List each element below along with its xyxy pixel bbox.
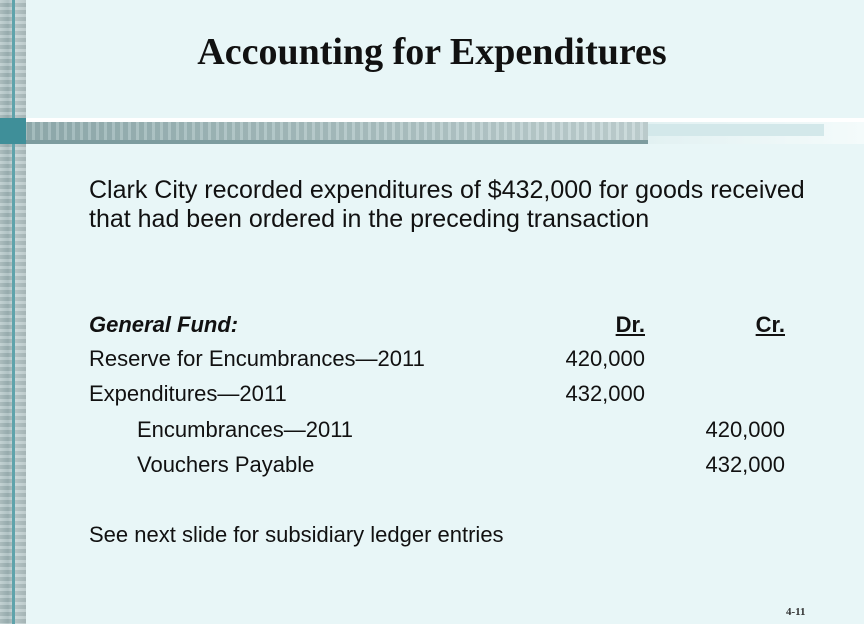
debit-amount: 432,000 — [565, 381, 645, 406]
credit-column-header: Cr. — [755, 312, 785, 337]
slide-title: Accounting for Expenditures — [197, 31, 667, 73]
transaction-description: Clark City recorded expenditures of $432,000 for goods received that had been ordered in the preceding transaction — [89, 176, 805, 233]
divider-teal-block — [0, 118, 26, 144]
divider-light-stripe — [648, 124, 824, 136]
divider-dark-line — [26, 140, 648, 144]
footnote: See next slide for subsidiary ledger entries — [89, 522, 504, 547]
account-name: Reserve for Encumbrances—2011 — [89, 346, 425, 371]
journal-header-row — [89, 312, 789, 342]
journal-row — [89, 346, 789, 376]
debit-amount: 420,000 — [565, 346, 645, 371]
journal-row — [89, 452, 789, 482]
account-name: Expenditures—2011 — [89, 381, 287, 406]
journal-row — [89, 417, 789, 447]
account-name: Encumbrances—2011 — [137, 417, 354, 442]
slide-number: 4-11 — [786, 606, 806, 618]
fund-label: General Fund: — [89, 312, 239, 337]
credit-amount: 432,000 — [705, 452, 785, 477]
title-divider-bar — [0, 118, 864, 144]
journal-row — [89, 381, 789, 411]
debit-column-header: Dr. — [615, 312, 645, 337]
left-accent-line — [12, 0, 15, 624]
divider-white-line — [26, 118, 864, 122]
credit-amount: 420,000 — [705, 417, 785, 442]
account-name: Vouchers Payable — [137, 452, 315, 477]
